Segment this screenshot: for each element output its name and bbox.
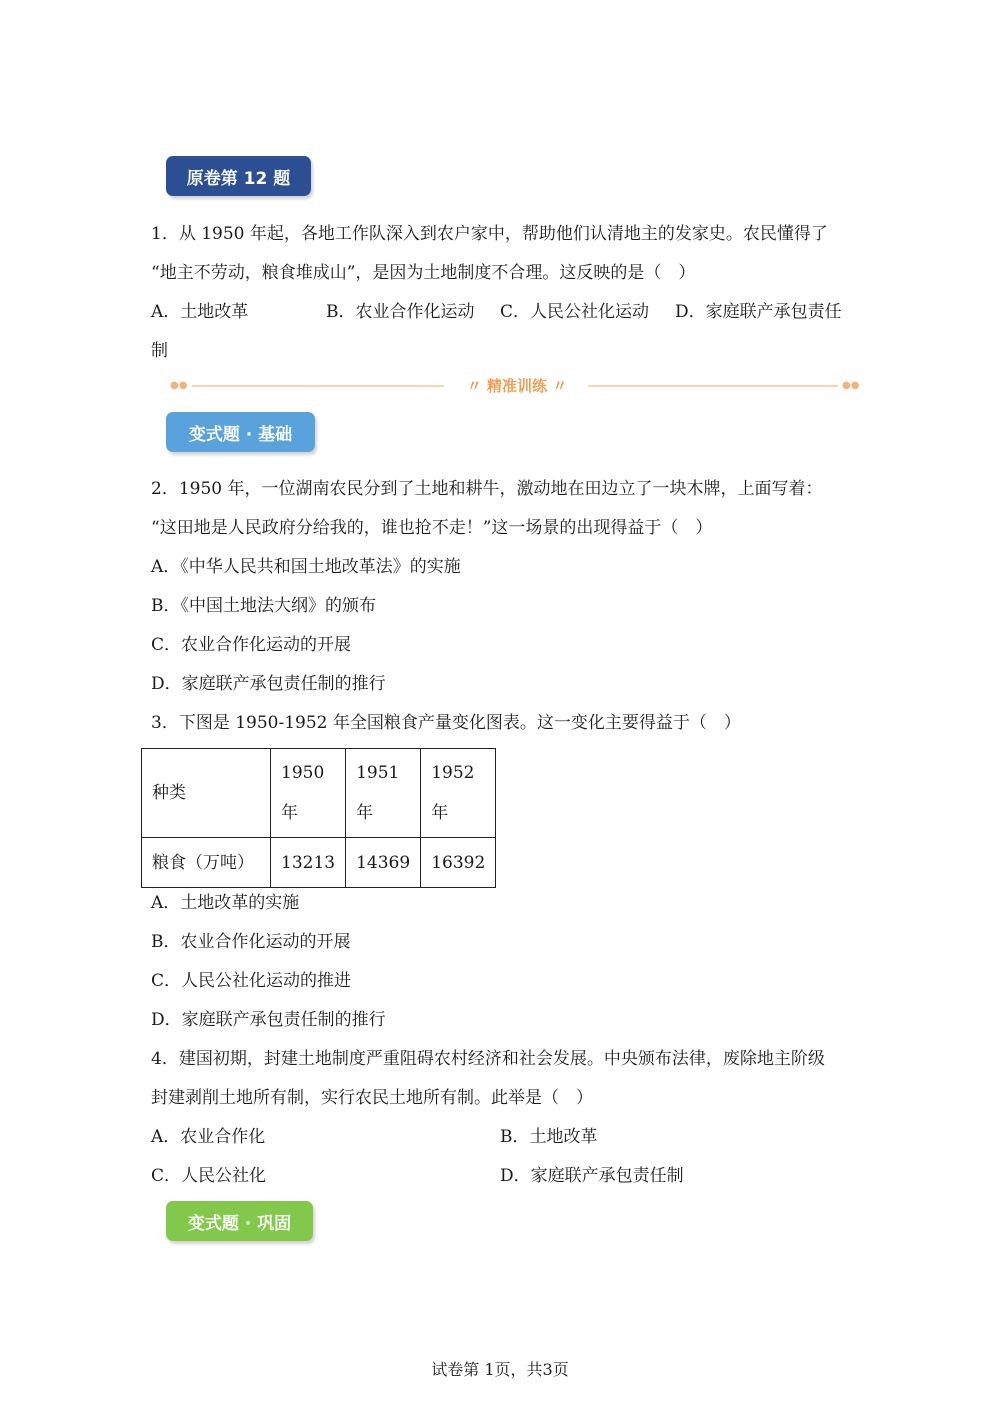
table-cell-1951-value: 14369 — [346, 838, 421, 888]
divider-line-left — [192, 385, 444, 387]
question-2-line-1: 2．1950 年，一位湖南农民分到了土地和耕牛，激动地在田边立了一块木牌，上面写着： — [151, 479, 823, 499]
question-2-option-d: D．家庭联产承包责任制的推行 — [151, 674, 386, 694]
question-1-line-1: 1．从 1950 年起，各地工作队深入到农户家中，帮助他们认清地主的发家史。农民懂得了 — [151, 224, 828, 244]
table-cell-grain-label: 粮食（万吨） — [142, 838, 271, 888]
divider-dots-right: ●● — [842, 380, 860, 391]
table-header-1952-number: 1952 — [431, 763, 475, 783]
table-header-year-1950 — [271, 749, 346, 838]
table-cell-1952-value: 16392 — [421, 838, 496, 888]
section-divider — [170, 376, 860, 396]
table-header-1950-unit: 年 — [281, 803, 298, 823]
table-header-row — [142, 749, 496, 838]
table-header-1951-number: 1951 — [356, 763, 400, 783]
question-1-option-d-wrap: 制 — [151, 341, 168, 361]
divider-dots-left: ●● — [170, 380, 188, 391]
question-2-option-c: C．农业合作化运动的开展 — [151, 635, 352, 655]
question-4-option-b: B．土地改革 — [500, 1127, 598, 1147]
question-4-line-2: 封建剥削土地所有制，实行农民土地所有制。此举是（ ） — [151, 1088, 593, 1108]
divider-mark-right: 〃 — [552, 377, 568, 395]
grain-output-table — [141, 748, 496, 888]
question-3-option-c: C．人民公社化运动的推进 — [151, 971, 352, 991]
question-2-option-a: A．《中华人民共和国土地改革法》的实施 — [151, 557, 461, 577]
question-4-option-d: D．家庭联产承包责任制 — [500, 1166, 684, 1186]
question-1-option-a: A．土地改革 — [151, 302, 249, 322]
table-header-year-1952 — [421, 749, 496, 838]
question-1-option-c: C．人民公社化运动 — [500, 302, 650, 322]
question-4-option-a: A．农业合作化 — [151, 1127, 266, 1147]
page-footer: 试卷第 1页，共3页 — [431, 1360, 569, 1379]
question-1-line-2: “地主不劳动，粮食堆成山”，是因为土地制度不合理。这反映的是（ ） — [151, 263, 696, 283]
question-2-line-2: “这田地是人民政府分给我的，谁也抢不走！”这一场景的出现得益于（ ） — [151, 518, 713, 538]
table-header-category: 种类 — [142, 749, 271, 838]
question-1-option-d: D．家庭联产承包责任 — [675, 302, 842, 322]
divider-title: 精准训练 — [486, 377, 547, 395]
question-3-option-b: B．农业合作化运动的开展 — [151, 932, 351, 952]
table-header-year-1951 — [346, 749, 421, 838]
divider-label — [462, 376, 572, 396]
table-row — [142, 838, 496, 888]
table-cell-1950-value: 13213 — [271, 838, 346, 888]
question-3-line-1: 3．下图是 1950-1952 年全国粮食产量变化图表。这一变化主要得益于（ ） — [151, 713, 741, 733]
divider-line-right — [588, 385, 838, 387]
table-header-1952-unit: 年 — [431, 803, 449, 823]
consolidate-variant-badge: 变式题 · 巩固 — [166, 1201, 313, 1241]
table-header-1951-unit: 年 — [356, 803, 374, 823]
question-2-option-b: B．《中国土地法大纲》的颁布 — [151, 596, 376, 616]
table-header-1950-number: 1950 — [281, 763, 325, 783]
question-1-option-b: B．农业合作化运动 — [326, 302, 475, 322]
divider-mark-left: 〃 — [466, 377, 482, 395]
original-question-badge: 原卷第 12 题 — [166, 156, 311, 196]
question-4-line-1: 4．建国初期，封建土地制度严重阻碍农村经济和社会发展。中央颁布法律，废除地主阶级 — [151, 1049, 825, 1069]
basic-variant-badge: 变式题 · 基础 — [166, 412, 315, 452]
question-3-option-d: D．家庭联产承包责任制的推行 — [151, 1010, 386, 1030]
question-3-option-a: A．土地改革的实施 — [151, 893, 300, 913]
question-4-option-c: C．人民公社化 — [151, 1166, 267, 1186]
